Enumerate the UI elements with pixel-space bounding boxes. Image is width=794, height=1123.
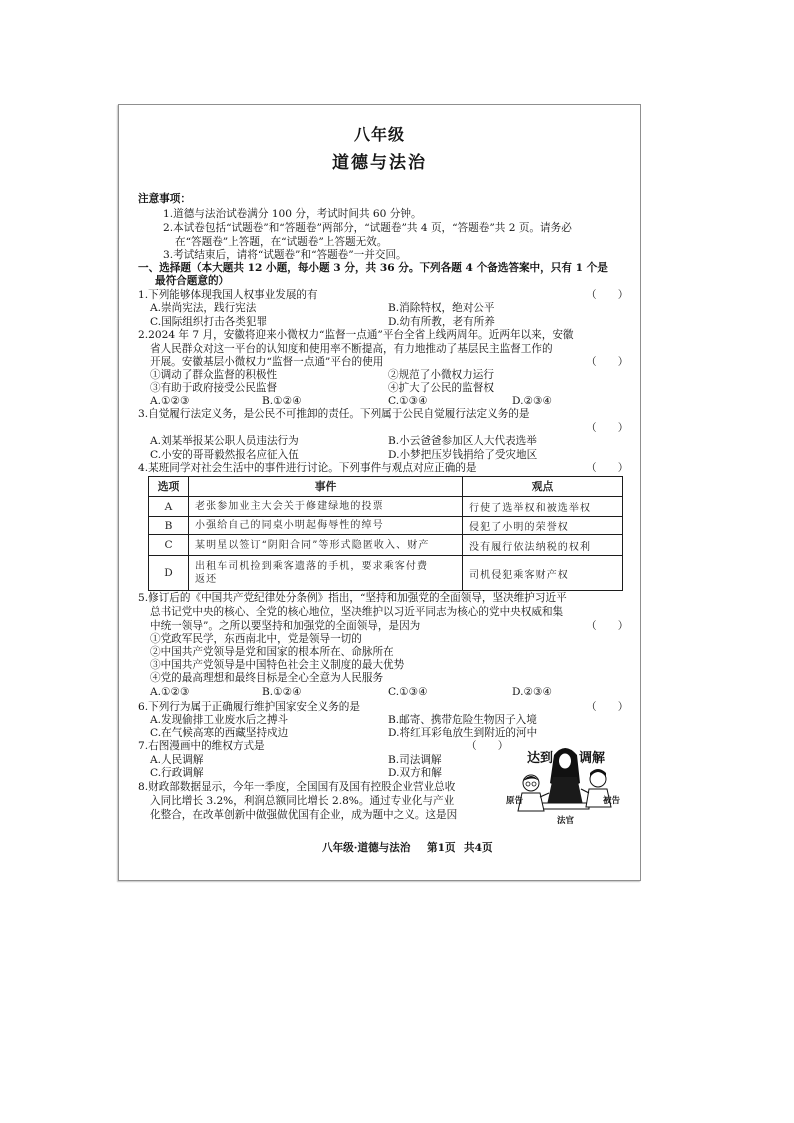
question-5-statement-1: ①党政军民学，东西南北中，党是领导一切的 — [150, 633, 362, 645]
question-1-option-d: D.幼有所教，老有所养 — [388, 316, 495, 328]
cartoon-caption-right: 调解 — [579, 751, 606, 766]
footer-page-number: 第1页 — [427, 842, 456, 854]
table-cell-view: 侵犯了小明的荣誉权 — [463, 517, 623, 535]
table-header-option: 选项 — [149, 477, 189, 497]
exam-grade-title: 八年级 — [353, 125, 405, 144]
notice-line: 3.考试结束后，请将“试题卷”和“答题卷”一并交回。 — [163, 249, 407, 261]
question-8-stem: 入同比增长 3.2%，利润总额同比增长 2.8%。通过专业化与产业 — [150, 795, 455, 807]
question-3-option-b: B.小云爸爸参加区人大代表选举 — [388, 435, 537, 447]
question-1-option-c: C.国际组织打击各类犯罪 — [150, 316, 268, 328]
question-2-option-d: D.②③④ — [512, 395, 552, 407]
answer-blank: （ ） — [466, 740, 509, 752]
table-cell-option: C — [149, 535, 189, 556]
answer-blank: （ ） — [586, 289, 629, 301]
question-2-statement-3: ③有助于政府接受公民监督 — [150, 382, 278, 394]
question-8-stem: 8.财政部数据显示，今年一季度，全国国有及国有控股企业营业总收 — [138, 781, 456, 793]
question-2-stem: 省人民群众对这一平台的认知度和使用率不断提高，有力地推动了基层民主监督工作的 — [150, 343, 553, 355]
mediation-cartoon — [503, 743, 625, 831]
table-row — [149, 556, 623, 591]
judge-bench — [541, 803, 589, 809]
question-8-stem: 化整合，在改革创新中做强做优国有企业，成为题中之义。这是因 — [150, 809, 458, 821]
table-row — [149, 535, 623, 556]
question-1-option-b: B.消除特权，绝对公平 — [388, 302, 495, 314]
event-text: 返还 — [195, 574, 218, 585]
question-4-stem: 4.某班同学对社会生活中的事件进行讨论。下列事件与观点对应正确的是 — [138, 462, 477, 474]
event-text: 某明星以签订“阴阳合同”等形式隐匿收入、财产 — [195, 539, 430, 551]
table-cell-option: D — [149, 556, 189, 591]
table-cell-view: 司机侵犯乘客财产权 — [463, 556, 623, 591]
judge-robe — [547, 777, 583, 805]
question-3-stem: 3.自觉履行法定义务，是公民不可推卸的责任。下列属于公民自觉履行法定义务的是 — [138, 408, 530, 420]
question-7-stem: 7.右图漫画中的维权方式是 — [138, 740, 265, 752]
answer-blank: （ ） — [586, 462, 629, 474]
footer-page-total: 共4页 — [464, 842, 493, 854]
question-7-option-c: C.行政调解 — [150, 767, 204, 779]
cartoon-label-judge: 法官 — [557, 816, 575, 826]
question-7-option-b: B.司法调解 — [388, 754, 442, 766]
cartoon-caption-left: 达到 — [527, 751, 554, 766]
section-heading-line: 最符合题意的） — [155, 275, 230, 287]
event-text: 老张参加业主大会关于修建绿地的投票 — [195, 501, 384, 512]
question-1-stem: 1.下列能够体现我国人权事业发展的有 — [138, 289, 318, 301]
table-cell-view: 没有履行依法纳税的权利 — [463, 535, 623, 556]
question-7-option-a: A.人民调解 — [150, 754, 204, 766]
question-5-option-d: D.②③④ — [512, 686, 552, 698]
table-cell-option: A — [149, 497, 189, 517]
question-1-option-a: A.崇尚宪法，践行宪法 — [150, 302, 257, 314]
answer-blank: （ ） — [586, 422, 629, 434]
notice-line: 2.本试卷包括“试题卷”和“答题卷”两部分，“试题卷”共 4 页，“答题卷”共 2 页。请务必 — [163, 222, 572, 234]
question-6-option-b: B.邮寄、携带危险生物因子入境 — [388, 714, 537, 726]
question-5-stem: 5.修订后的《中国共产党纪律处分条例》指出，“坚持和加强党的全面领导，坚决维护习近平 — [138, 592, 567, 604]
answer-blank: （ ） — [586, 356, 629, 368]
section-heading-line: 一、选择题（本大题共 12 小题，每小题 3 分，共 36 分。下列各题 4 个备选答案中，只有 1 个是 — [138, 262, 608, 274]
question-6-option-c: C.在气候高寒的西藏坚持戍边 — [150, 727, 289, 739]
answer-blank: （ ） — [586, 701, 629, 713]
question-2-statement-4: ④扩大了公民的监督权 — [388, 382, 494, 394]
question-5-statement-4: ④党的最高理想和最终目标是全心全意为人民服务 — [150, 672, 384, 684]
question-2-statement-2: ②规范了小微权力运行 — [388, 369, 494, 381]
event-text: 小强给自己的同桌小明起侮辱性的绰号 — [195, 520, 384, 531]
question-2-option-a: A.①②③ — [150, 395, 190, 407]
question-3-option-c: C.小安的哥哥毅然报名应征入伍 — [150, 449, 299, 461]
question-5-statement-2: ②中国共产党领导是党和国家的根本所在、命脉所在 — [150, 646, 394, 658]
table-cell-event — [189, 497, 463, 517]
table-row — [149, 517, 623, 535]
cartoon-label-defendant: 被告 — [603, 796, 621, 806]
table-cell-event — [189, 556, 463, 591]
question-6-option-d: D.将红耳彩龟放生到附近的河中 — [388, 727, 538, 739]
table-cell-event — [189, 535, 463, 556]
question-5-option-b: B.①②④ — [262, 686, 302, 698]
footer-grade-subject: 八年级·道德与法治 — [322, 842, 411, 854]
judge-face — [559, 753, 572, 769]
notice-line: 1.道德与法治试卷满分 100 分，考试时间共 60 分钟。 — [163, 208, 422, 220]
question-2-stem: 开展。安徽基层小微权力“监督一点通”平台的使用 — [150, 356, 384, 368]
answer-blank: （ ） — [586, 620, 629, 632]
question-5-option-a: A.①②③ — [150, 686, 190, 698]
question-4-table — [148, 476, 623, 591]
table-cell-option: B — [149, 517, 189, 535]
exam-subject-title: 道德与法治 — [332, 153, 427, 173]
question-2-stem: 2.2024 年 7 月，安徽将迎来小微权力“监督一点通”平台全省上线两周年。近两年以来，安徽 — [138, 329, 574, 341]
event-text: 出租车司机捡到乘客遗落的手机，要求乘客付费 — [195, 561, 429, 572]
question-3-option-d: D.小梦把压岁钱捐给了受灾地区 — [388, 449, 538, 461]
question-3-option-a: A.刘某举报某公职人员违法行为 — [150, 435, 299, 447]
question-5-stem: 中统一领导”。之所以要坚持和加强党的全面领导，是因为 — [150, 620, 421, 632]
question-5-stem: 总书记党中央的核心、全党的核心地位，坚决维护以习近平同志为核心的党中央权威和集 — [150, 606, 564, 618]
question-6-option-a: A.发现偷排工业废水后之搏斗 — [150, 714, 289, 726]
table-header-event: 事件 — [189, 477, 463, 497]
notice-heading: 注意事项： — [138, 193, 191, 205]
question-5-statement-3: ③中国共产党领导是中国特色社会主义制度的最大优势 — [150, 659, 405, 671]
table-cell-view: 行使了选举权和被选举权 — [463, 497, 623, 517]
question-5-option-c: C.①③④ — [388, 686, 428, 698]
table-header-row — [149, 477, 623, 497]
table-cell-event — [189, 517, 463, 535]
question-7-option-d: D.双方和解 — [388, 767, 442, 779]
question-2-option-b: B.①②④ — [262, 395, 302, 407]
question-2-option-c: C.①③④ — [388, 395, 428, 407]
question-6-stem: 6.下列行为属于正确履行维护国家安全义务的是 — [138, 701, 360, 713]
cartoon-label-plaintiff: 原告 — [506, 796, 524, 806]
question-2-statement-1: ①调动了群众监督的积极性 — [150, 369, 278, 381]
table-header-view: 观点 — [463, 477, 623, 497]
defendant-arm — [581, 789, 589, 793]
table-row — [149, 497, 623, 517]
plaintiff-arm — [540, 793, 549, 797]
notice-line: 在“答题卷”上答题，在“试题卷”上答题无效。 — [175, 236, 388, 248]
